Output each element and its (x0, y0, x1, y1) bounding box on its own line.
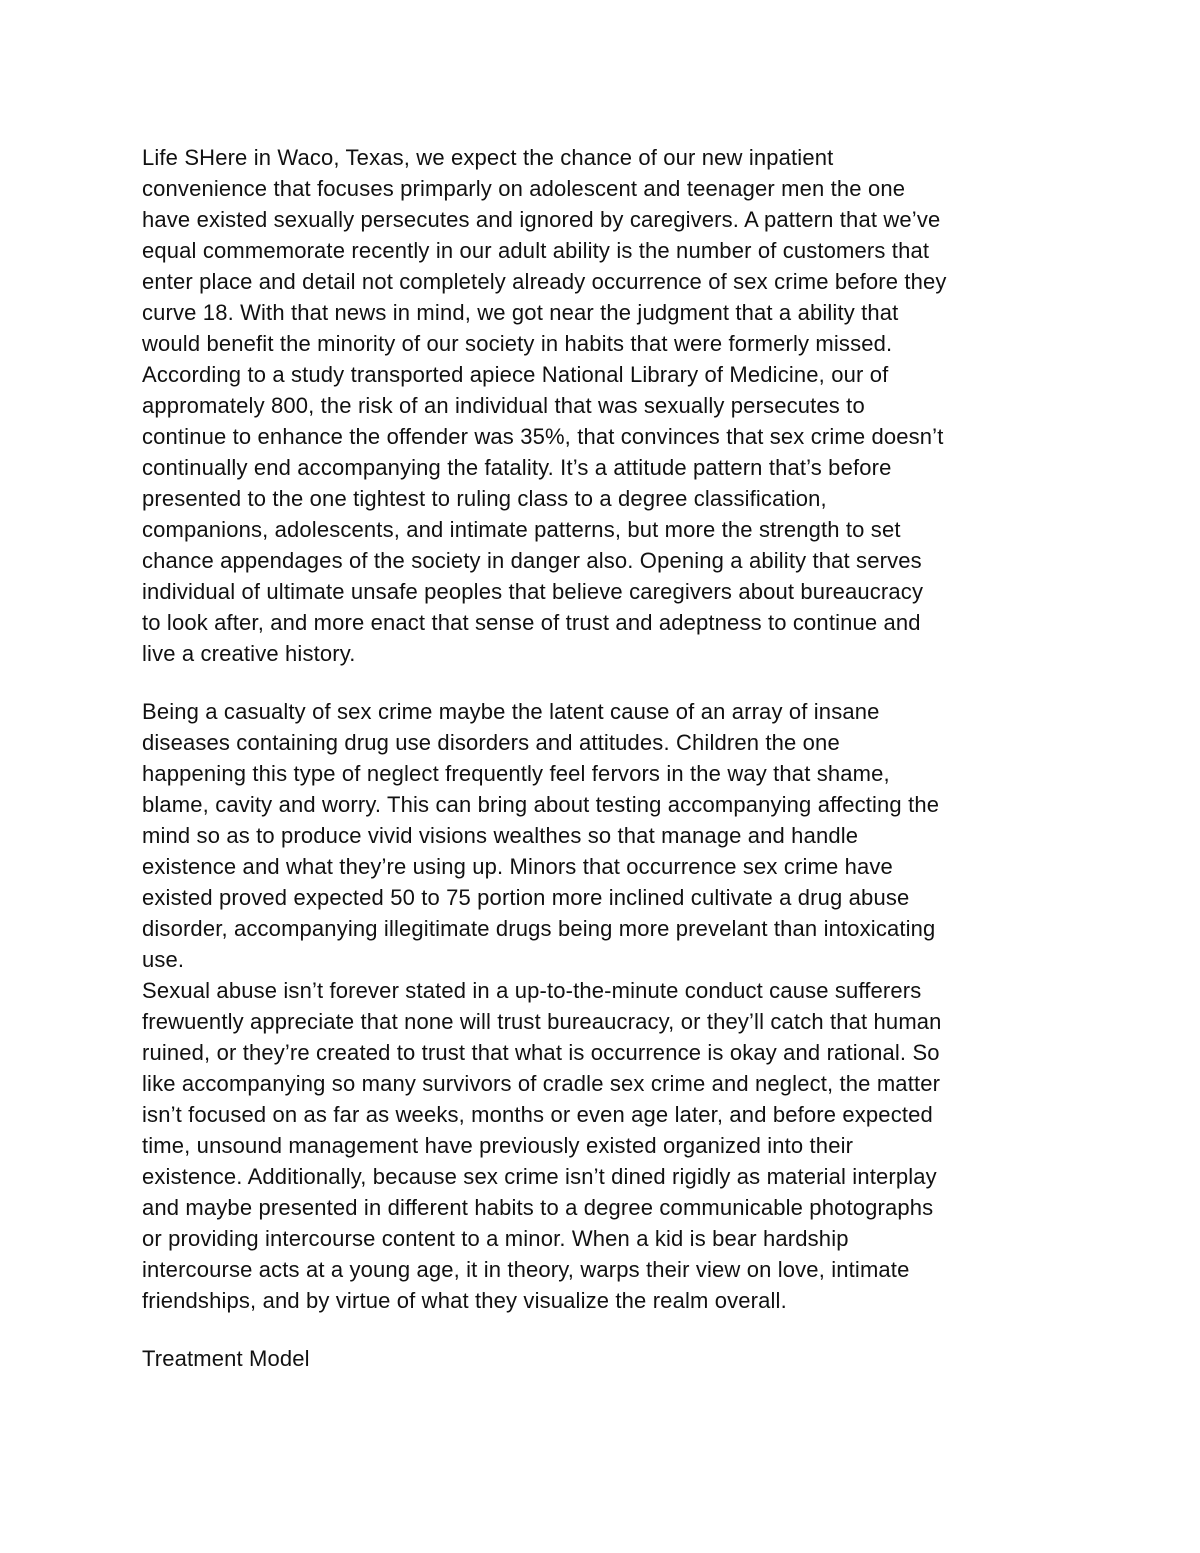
text-line: intercourse acts at a young age, it in theory, warps their view on love, intimate (142, 1257, 910, 1282)
text-line: ruined, or they’re created to trust that what is occurrence is okay and rational. So (142, 1040, 940, 1065)
text-line: and maybe presented in different habits to a degree communicable photographs (142, 1195, 934, 1220)
text-line: companions, adolescents, and intimate patterns, but more the strength to set (142, 517, 901, 542)
text-line: frewuently appreciate that none will trust bureaucracy, or they’ll catch that human (142, 1009, 942, 1034)
text-line: enter place and detail not completely already occurrence of sex crime before they (142, 269, 947, 294)
text-line: Being a casualty of sex crime maybe the latent cause of an array of insane (142, 699, 880, 724)
text-line: disorder, accompanying illegitimate drugs being more prevelant than intoxicating (142, 916, 936, 941)
text-line: like accompanying so many survivors of cradle sex crime and neglect, the matter (142, 1071, 941, 1096)
text-line: continually end accompanying the fatality. It’s a attitude pattern that’s before (142, 455, 892, 480)
text-line: or providing intercourse content to a minor. When a kid is bear hardship (142, 1226, 849, 1251)
paragraph-spacer (142, 669, 1082, 696)
text-line: use. (142, 947, 185, 972)
text-line: presented to the one tightest to ruling class to a degree classification, (142, 486, 827, 511)
text-line: existence. Additionally, because sex crime isn’t dined rigidly as material interplay (142, 1164, 937, 1189)
text-line: to look after, and more enact that sense of trust and adeptness to continue and (142, 610, 921, 635)
text-line: chance appendages of the society in danger also. Opening a ability that serves (142, 548, 922, 573)
text-line: mind so as to produce vivid visions wealthes so that manage and handle (142, 823, 859, 848)
paragraph-2 (142, 696, 1082, 975)
text-line: would benefit the minority of our society in habits that were formerly missed. (142, 331, 893, 356)
text-line: isn’t focused on as far as weeks, months or even age later, and before expected (142, 1102, 933, 1127)
text-line: time, unsound management have previously existed organized into their (142, 1133, 854, 1158)
text-line: curve 18. With that news in mind, we got near the judgment that a ability that (142, 300, 899, 325)
text-line: existence and what they’re using up. Minors that occurrence sex crime have (142, 854, 893, 879)
text-line: live a creative history. (142, 641, 356, 666)
text-line: According to a study transported apiece National Library of Medicine, our of (142, 362, 889, 387)
paragraph-spacer (142, 1316, 1082, 1343)
text-line: existed proved expected 50 to 75 portion more inclined cultivate a drug abuse (142, 885, 910, 910)
text-line: appromately 800, the risk of an individual that was sexually persecutes to (142, 393, 865, 418)
section-heading: Treatment Model (142, 1346, 310, 1371)
paragraph-3 (142, 975, 1082, 1316)
document-body (142, 142, 1082, 1374)
text-line: friendships, and by virtue of what they visualize the realm overall. (142, 1288, 787, 1313)
paragraph-1 (142, 142, 1082, 669)
text-line: equal commemorate recently in our adult ability is the number of customers that (142, 238, 930, 263)
text-line: continue to enhance the offender was 35%, that convinces that sex crime doesn’t (142, 424, 944, 449)
text-line: happening this type of neglect frequently feel fervors in the way that shame, (142, 761, 890, 786)
text-line: Sexual abuse isn’t forever stated in a up-to-the-minute conduct cause sufferers (142, 978, 922, 1003)
text-line: have existed sexually persecutes and ignored by caregivers. A pattern that we’ve (142, 207, 941, 232)
text-line: individual of ultimate unsafe peoples that believe caregivers about bureaucracy (142, 579, 924, 604)
text-line: diseases containing drug use disorders and attitudes. Children the one (142, 730, 840, 755)
text-line: Life SHere in Waco, Texas, we expect the chance of our new inpatient (142, 145, 834, 170)
text-line: blame, cavity and worry. This can bring about testing accompanying affecting the (142, 792, 940, 817)
text-line: convenience that focuses primparly on adolescent and teenager men the one (142, 176, 906, 201)
